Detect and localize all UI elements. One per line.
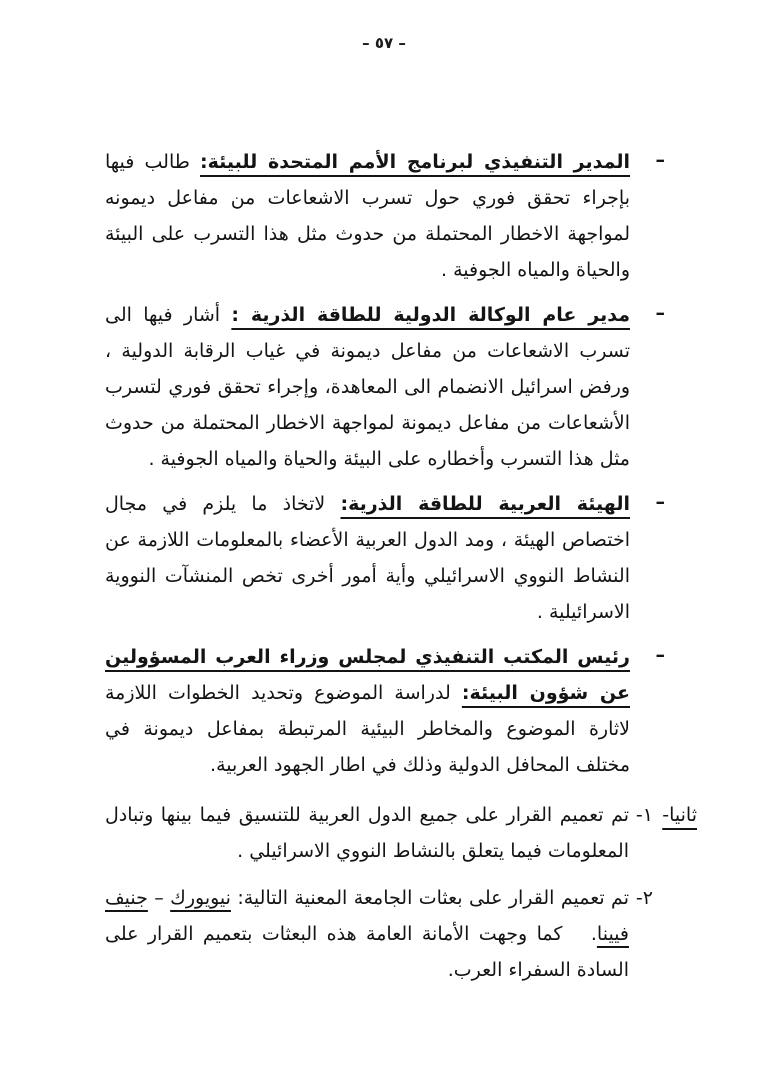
paragraph-body: لدراسة الموضوع وتحديد الخطوات اللازمة لاثارة الموضوع والمخاطر البيئية المرتبطة بمفاعل ديمونة في مختلف المحافل الدولية وذلك في اطار الجهود العربية. bbox=[105, 682, 630, 776]
numbered-items bbox=[105, 797, 653, 988]
numbered-item bbox=[105, 797, 653, 869]
item-body-segment: . كما وجهت الأمانة العامة هذه البعثات بتعميم القرار على السادة السفراء العرب. bbox=[105, 923, 629, 981]
bullet-paragraph bbox=[105, 144, 665, 288]
item-number: ١- bbox=[635, 804, 653, 826]
section-label: ثانيا- bbox=[662, 804, 697, 826]
paragraph-body: لاتخاذ ما يلزم في مجال اختصاص الهيئة ، ومد الدول العربية الأعضاء بالمعلومات اللازمة عن النشاط النووي الاسرائيلي وأية أمور أخرى تخص المنشآت النووية الاسرائيلية . bbox=[105, 493, 630, 623]
paragraph-heading: المدير التنفيذي لبرنامج الأمم المتحدة للبيئة: bbox=[200, 151, 630, 173]
page-content bbox=[105, 144, 697, 999]
paragraph-body: طالب فيها بإجراء تحقق فوري حول تسرب الاشعاعات من مفاعل ديمونه لمواجهة الاخطار المحتملة من حدوث مثل هذا التسرب على البيئة والحياة والمياه الجوفية . bbox=[105, 151, 630, 281]
underlined-city-geneva: جنيف bbox=[105, 887, 148, 909]
item-body-segment: – bbox=[147, 887, 171, 909]
bullet-paragraph bbox=[105, 639, 665, 783]
paragraph-heading: مدير عام الوكالة الدولية للطاقة الذرية : bbox=[231, 304, 630, 326]
paragraph-body: أشار فيها الى تسرب الاشعاعات من مفاعل ديمونة في غياب الرقابة الدولية ، ورفض اسرائيل الانضمام الى المعاهدة، وإجراء تحقق فوري لتسرب الأشعاعات من مفاعل ديمونة لمواجهة الاخطار المحتملة من حدوث مثل هذا التسرب وأخطاره على البيئة والحياة والمياه الجوفية . bbox=[105, 304, 630, 470]
item-body: تم تعميم القرار على جميع الدول العربية للتنسيق فيما بينها وتبادل المعلومات فيما يتعلق بالنشاط النووي الاسرائيلي . bbox=[105, 804, 629, 862]
dash-bullet-icon: – bbox=[655, 149, 665, 171]
dash-bullet-icon: – bbox=[655, 302, 665, 324]
underlined-city-newyork: نيويورك bbox=[170, 887, 231, 909]
section-thaniyan bbox=[105, 797, 697, 988]
item-body-segment: تم تعميم القرار على بعثات الجامعة المعنية التالية: bbox=[230, 887, 629, 909]
numbered-item bbox=[105, 880, 653, 988]
paragraph-heading: رئيس المكتب التنفيذي لمجلس وزراء العرب المسؤولين عن شؤون البيئة: bbox=[105, 646, 630, 704]
item-number: ٢- bbox=[635, 887, 653, 909]
paragraph-heading: الهيئة العربية للطاقة الذرية: bbox=[340, 493, 631, 515]
underlined-city-vienna: فيينا bbox=[596, 923, 629, 945]
page-number: – ٥٧ – bbox=[362, 34, 406, 52]
dash-bullet-icon: – bbox=[655, 644, 665, 666]
bullet-paragraph bbox=[105, 486, 665, 630]
dash-bullet-icon: – bbox=[655, 491, 665, 513]
bullet-paragraph bbox=[105, 297, 665, 477]
